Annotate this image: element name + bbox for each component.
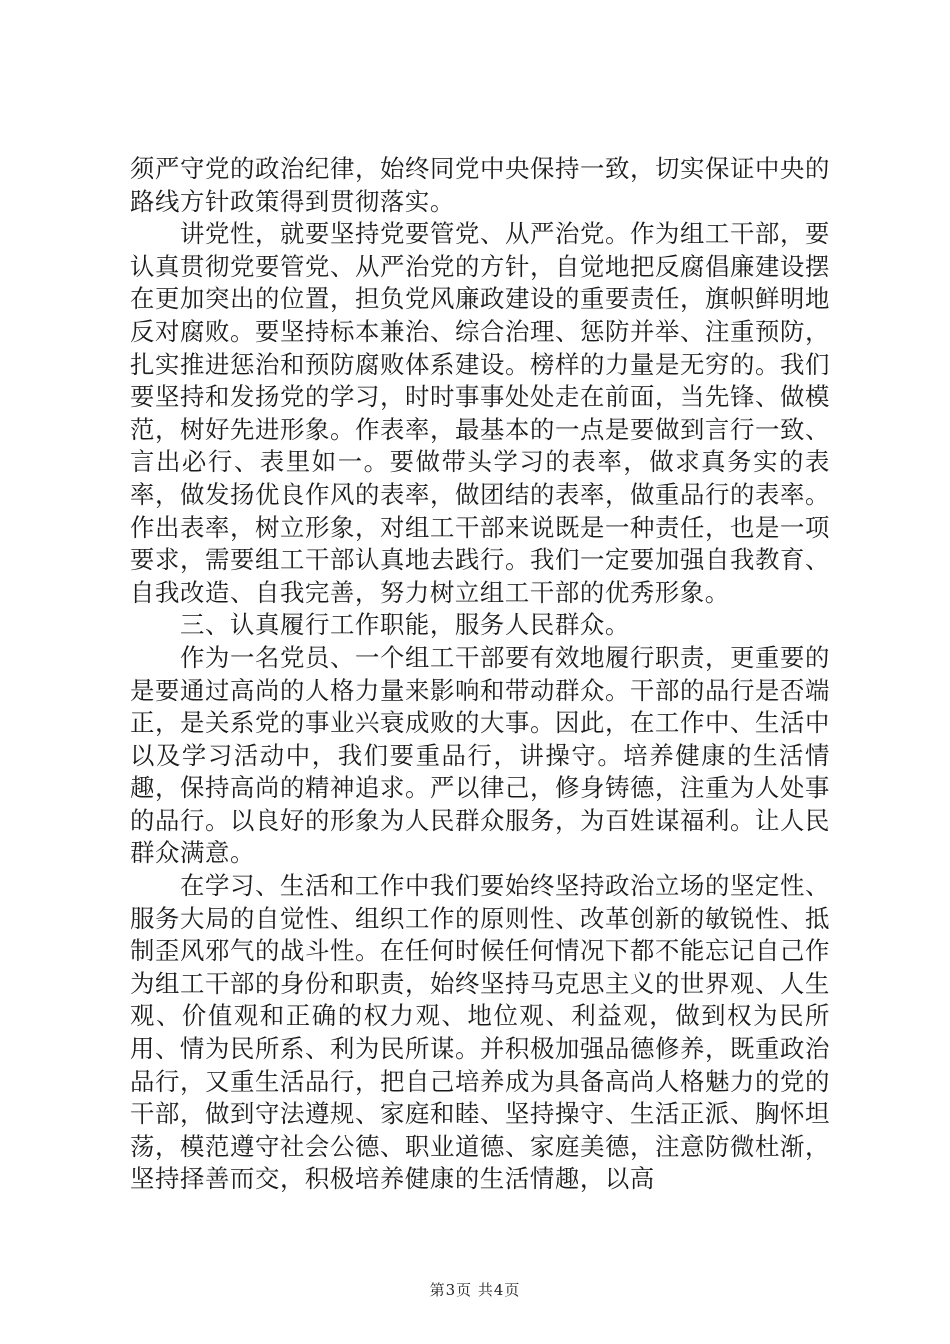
page-number-footer: 第3页 共4页 xyxy=(429,1281,521,1299)
paragraph-1: 须严守党的政治纪律，始终同党中央保持一致，切实保证中央的路线方针政策得到贯彻落实。 xyxy=(130,154,830,216)
paragraph-4: 作为一名党员、一个组工干部要有效地履行职责，更重要的是要通过高尚的人格力量来影响和带动群众。干部的品行是否端正，是关系党的事业兴衰成败的大事。因此，在工作中、生活中以及学习活动中，我们要重品行，讲操守。培养健康的生活情趣，保持高尚的精神追求。严以律己，修身铸德，注重为人处事的品行。以良好的形象为人民群众服务，为百姓谋福利。让人民群众满意。 xyxy=(130,642,830,868)
paragraph-2: 讲党性，就要坚持党要管党、从严治党。作为组工干部，要认真贯彻党要管党、从严治党的方针，自觉地把反腐倡廉建设摆在更加突出的位置，担负党风廉政建设的重要责任，旗帜鲜明地反对腐败。要坚持标本兼治、综合治理、惩防并举、注重预防，扎实推进惩治和预防腐败体系建设。榜样的力量是无穷的。我们要坚持和发扬党的学习，时时事事处处走在前面，当先锋、做模范，树好先进形象。作表率，最基本的一点是要做到言行一致、言出必行、表里如一。要做带头学习的表率，做求真务实的表率，做发扬优良作风的表率，做团结的表率，做重品行的表率。作出表率，树立形象，对组工干部来说既是一种责任，也是一项要求，需要组工干部认真地去践行。我们一定要加强自我教育、自我改造、自我完善，努力树立组工干部的优秀形象。 xyxy=(130,219,830,607)
document-body xyxy=(130,153,830,1196)
section-heading-3: 三、认真履行工作职能，服务人民群众。 xyxy=(180,610,630,640)
paragraph-5: 在学习、生活和工作中我们要始终坚持政治立场的坚定性、服务大局的自觉性、组织工作的原则性、改革创新的敏锐性、抵制歪风邪气的战斗性。在任何时候任何情况下都不能忘记自己作为组工干部的身份和职责，始终坚持马克思主义的世界观、人生观、价值观和正确的权力观、地位观、利益观，做到权为民所用、情为民所系、利为民所谋。并积极加强品德修养，既重政治品行，又重生活品行，把自己培养成为具备高尚人格魅力的党的干部，做到守法遵规、家庭和睦、坚持操守、生活正派、胸怀坦荡，模范遵守社会公德、职业道德、家庭美德，注意防微杜渐，坚持择善而交，积极培养健康的生活情趣，以高 xyxy=(130,871,830,1194)
